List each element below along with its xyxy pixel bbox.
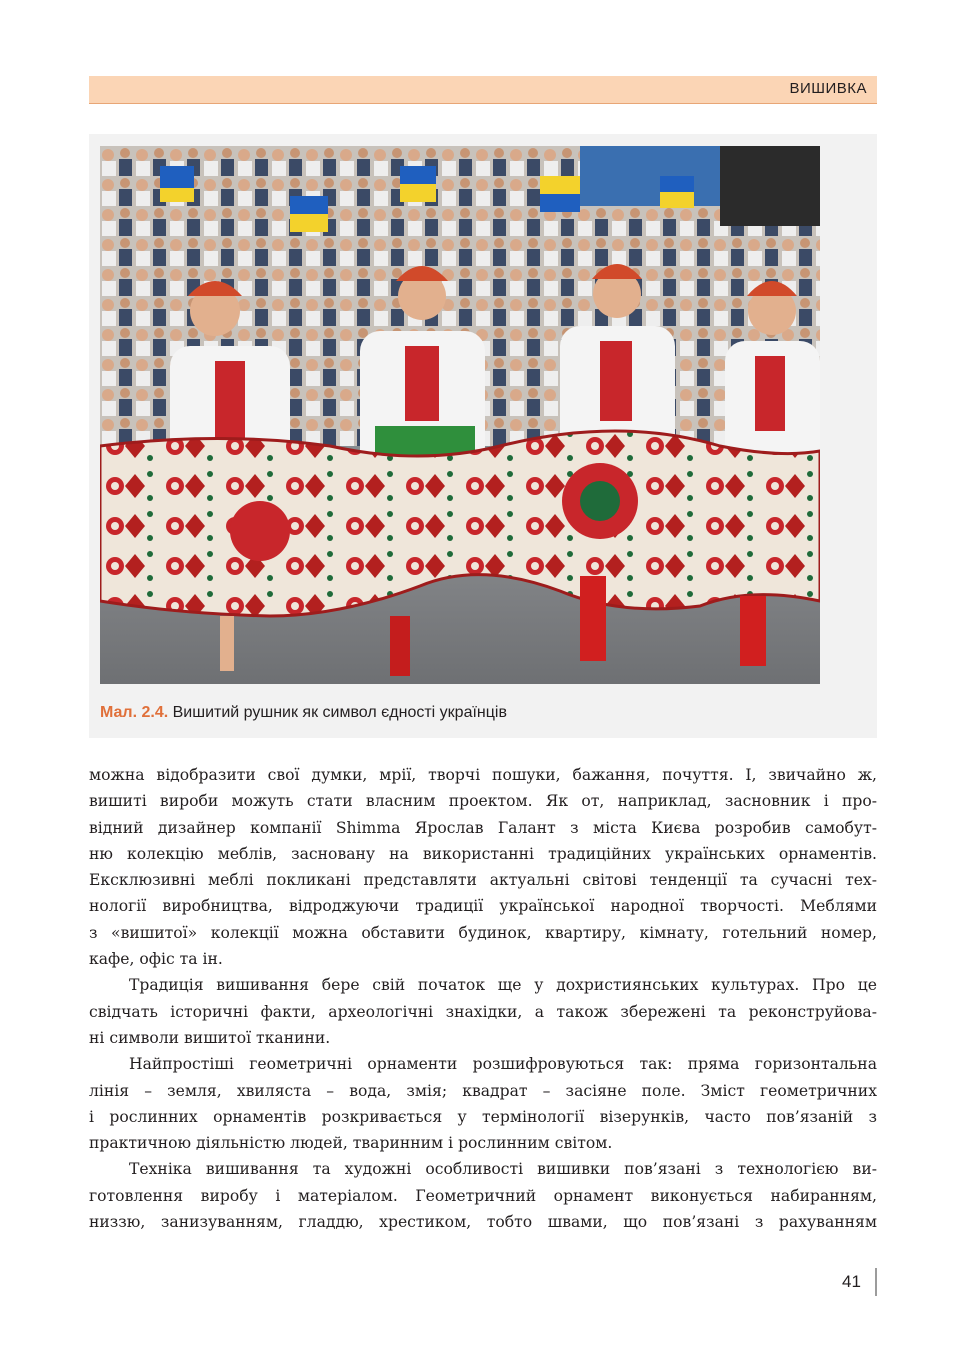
figure-caption [100, 704, 507, 722]
text-line: нології виробництва, відроджуючи традиції української народної творчості. Меблями [89, 897, 877, 916]
text-line: ні символи вишитої тканини. [89, 1028, 331, 1047]
paragraph [89, 762, 877, 972]
text-line: відний дизайнер компанії Shimma Ярослав Галант з міста Києва розробив самобут- [89, 818, 877, 837]
text-line: свідчать історичні факти, археологічні знахідки, а також збережені та реконструйова- [89, 1002, 877, 1021]
running-header [89, 76, 877, 104]
body-text [89, 762, 877, 1235]
text-line: можна відобразити свої думки, мрії, творчі пошуки, бажання, почуття. І, звичайно ж, [89, 766, 877, 784]
embroidered-towel-parade-photo [100, 146, 820, 684]
paragraph [89, 1156, 877, 1235]
text-line: Найпростіші геометричні орнаменти розшифровуються так: пряма горизонтальна [129, 1055, 877, 1074]
text-line: Традиція вишивання бере свій початок ще у дохристиянських культурах. Про це [129, 976, 877, 995]
text-line: ню колекцію меблів, засновану на використанні традиційних українських орнаментів. [89, 844, 877, 863]
text-line: практичною діяльністю людей, тваринним і рослинним світом. [89, 1134, 613, 1153]
text-line: кафе, офіс та ін. [89, 950, 223, 969]
page-number-rule [875, 1268, 877, 1296]
page-number: 41 [842, 1272, 861, 1291]
figure [89, 134, 877, 738]
text-line: Ексклюзивні меблі покликані представляти актуальні світові тенденції та сучасні тех- [89, 871, 877, 890]
section-title: ВИШИВКА [789, 80, 867, 97]
figure-photo [100, 146, 820, 684]
text-line: низзю, занизуванням, гладдю, хрестиком, тобто швами, що пов’язані з рахуванням [89, 1213, 877, 1232]
text-line: вишиті вироби можуть стати власним проектом. Як от, наприклад, засновник і про- [89, 792, 877, 811]
paragraph [89, 1051, 877, 1156]
paragraph [89, 972, 877, 1051]
text-line: з «вишитої» колекції можна обставити будинок, квартиру, кімнату, готельний номер, [89, 923, 877, 942]
text-line: лінія – земля, хвиляста – вода, змія; квадрат – засіяне поле. Зміст геометричних [89, 1081, 877, 1100]
text-line: готовлення виробу і матеріалом. Геометричний орнамент виконується набиранням, [89, 1186, 877, 1205]
text-line: Техніка вишивання та художні особливості вишивки пов’язані з технологією ви- [129, 1160, 877, 1179]
caption-label: Мал. 2.4. [100, 704, 169, 721]
caption-text: Вишитий рушник як символ єдності українців [168, 704, 507, 721]
text-line: і рослинних орнаментів розкривається у термінології візерунків, часто пов’язаній з [89, 1107, 877, 1126]
